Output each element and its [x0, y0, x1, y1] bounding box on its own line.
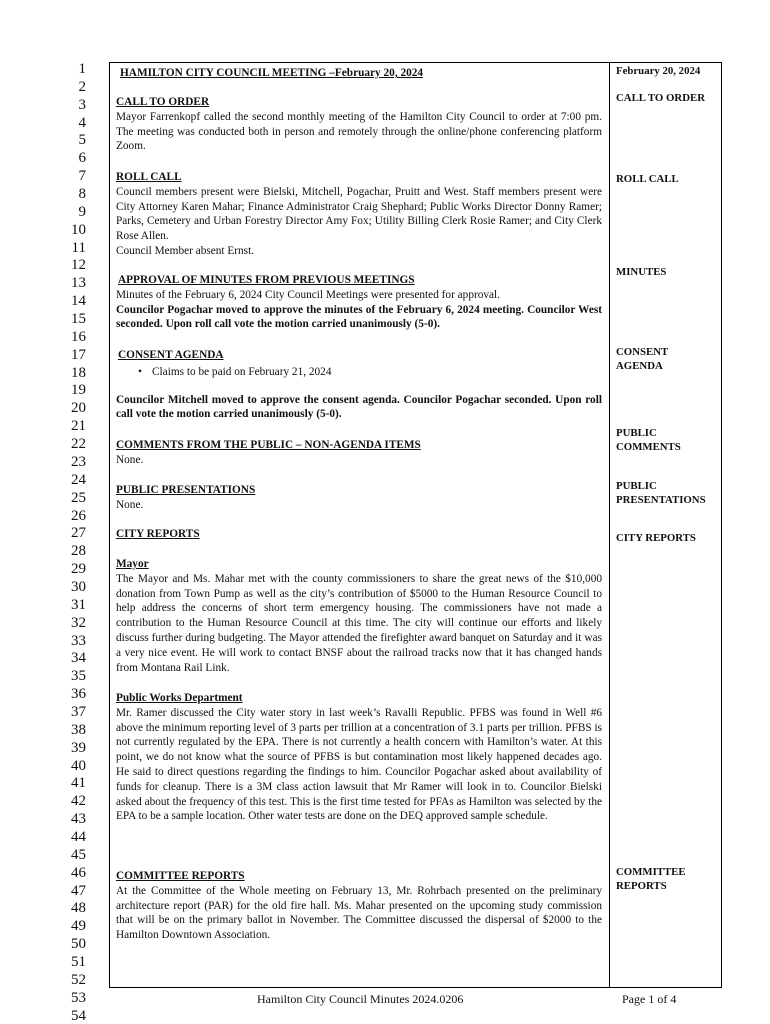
column-divider: [609, 62, 610, 988]
public-comments-section: [116, 438, 602, 468]
side-roll-call: ROLL CALL: [616, 173, 679, 185]
line-number: 39: [71, 739, 86, 756]
line-number: 48: [71, 900, 86, 917]
committee-reports-text: At the Committee of the Whole meeting on February 13, Mr. Rohrbach presented on the preliminary architecture report (PAR) for the old fire hall. Ms. Mahar presented on the upcoming study commission that will be on the primary ballot in November. The Committee discussed the dispersal of $2000 to the Hamilton Downtown Association.: [116, 884, 602, 942]
public-presentations-section: [116, 483, 602, 513]
line-number: 52: [71, 971, 86, 988]
minutes-heading: APPROVAL OF MINUTES FROM PREVIOUS MEETINGS: [118, 274, 415, 286]
line-number: 5: [78, 132, 86, 149]
public-comments-text: None.: [116, 453, 144, 466]
line-number: 33: [71, 632, 86, 649]
line-number: 51: [71, 954, 86, 970]
consent-agenda-heading: CONSENT AGENDA: [118, 349, 224, 361]
city-reports-section: [116, 527, 602, 542]
line-number: 21: [71, 418, 86, 435]
mayor-report-section: [116, 557, 602, 675]
mayor-report-heading: Mayor: [116, 558, 149, 570]
line-number: 44: [71, 828, 86, 845]
line-number: 42: [71, 793, 86, 810]
public-comments-heading: COMMENTS FROM THE PUBLIC – NON-AGENDA ITEMS: [116, 439, 421, 451]
line-number: 27: [71, 525, 86, 542]
minutes-text: Minutes of the February 6, 2024 City Council Meetings were presented for approval.: [116, 288, 501, 301]
line-number: 3: [78, 96, 86, 113]
line-number: 37: [71, 703, 86, 720]
line-number: 8: [78, 186, 86, 203]
line-number: 14: [71, 293, 86, 310]
line-number: 12: [71, 257, 86, 274]
side-public-comments: PUBLIC COMMENTS: [616, 427, 681, 453]
line-number: 2: [78, 78, 86, 95]
line-number: 36: [71, 686, 86, 703]
line-number: 26: [71, 507, 86, 524]
minutes-section: [116, 273, 602, 332]
side-minutes: MINUTES: [616, 266, 667, 278]
consent-agenda-list: [116, 365, 602, 380]
public-works-text: Mr. Ramer discussed the City water story in last week’s Ravalli Republic. PFBS was found in Well #6 above the minimum reporting level of 3 parts per trillion at a concentration of 3.1 parts per trillion. PFBS is not currently regulated by the EPA. There is not currently a health concern with Hamilton’s water. At this point, we do not know what the source of PFBS is but contamination most likely happened decades ago. He said to direct questions regarding the findings to him. Councilor Pogachar asked about availability of funds for cleanup. There is a 3M class action lawsuit that Mr Ramer will look in to. Councilor Bielski asked about the frequency of this test. This is the first time tested for PFAs as Hamilton was selected by the EPA to be a sample location. Other water tests are done on the DEQ approved sample schedule.: [116, 706, 602, 823]
line-number: 24: [71, 471, 86, 488]
line-number: 40: [71, 757, 86, 774]
footer-title: Hamilton City Council Minutes 2024.0206: [257, 992, 464, 1006]
roll-call-text: Council members present were Bielski, Mitchell, Pogachar, Pruitt and West. Staff members present were City Attorney Karen Mahar; Finance Administrator Craig Shephard; Public Works Director Donny Ramer; Parks, Cemetery and Urban Forestry Director Amy Fox; Utility Billing Clerk Rosie Ramer; and City Clerk Rose Allen.: [116, 185, 602, 243]
line-number: 31: [71, 596, 86, 613]
committee-reports-section: [116, 869, 602, 943]
line-number: 18: [71, 364, 86, 381]
line-number: 15: [71, 311, 86, 328]
line-number: 17: [71, 346, 86, 363]
public-presentations-heading: PUBLIC PRESENTATIONS: [116, 484, 256, 496]
line-number: 7: [78, 168, 86, 185]
line-number: 29: [71, 561, 86, 578]
line-number: 25: [71, 489, 86, 506]
line-number: 16: [71, 328, 86, 345]
meeting-title: HAMILTON CITY COUNCIL MEETING –February 20, 2024: [120, 67, 424, 79]
footer-page-number: Page 1 of 4: [622, 992, 677, 1006]
consent-agenda-section: [116, 348, 602, 422]
roll-call-absent: Council Member absent Ernst.: [116, 244, 255, 257]
line-number: 11: [71, 239, 86, 256]
consent-agenda-motion: Councilor Mitchell moved to approve the consent agenda. Councilor Pogachar seconded. Upon roll call vote the motion carried unanimously (5-0).: [116, 393, 602, 421]
call-to-order-text: Mayor Farrenkopf called the second monthly meeting of the Hamilton City Council to order at 7:00 pm. The meeting was conducted both in person and remotely through the online/phone conferencing platform Zoom.: [116, 110, 602, 153]
line-number: 53: [71, 989, 86, 1006]
call-to-order-heading: CALL TO ORDER: [116, 96, 210, 108]
public-works-section: [116, 691, 602, 824]
roll-call-heading: ROLL CALL: [116, 171, 182, 183]
line-number: 23: [71, 453, 86, 470]
side-committee-reports: COMMITTEE REPORTS: [616, 866, 686, 892]
line-number: 19: [71, 382, 86, 399]
consent-agenda-item: • Claims to be paid on February 21, 2024: [152, 365, 602, 380]
line-number: 45: [71, 846, 86, 863]
meeting-title-block: [116, 66, 602, 81]
line-number: 9: [78, 203, 86, 220]
line-number: 50: [71, 936, 86, 953]
line-number: 47: [71, 882, 86, 899]
mayor-report-text: The Mayor and Ms. Mahar met with the county commissioners to share the great news of the $10,000 donation from Town Pump as well as the city’s contribution of $5000 to the Human Resource Council to help address the concerns of short term emergency housing. The commissioners have not made a contribution to the Human Resource Council at this time. The city will continue our efforts and likely discuss further during budgeting. The Mayor attended the firefighter award banquet on Saturday and it was a very nice event. He will work to contact BNSF about the railroad tracks now that it has changed hands from Montana Rail Link.: [116, 572, 602, 674]
line-number: 46: [71, 864, 86, 881]
line-number: 13: [71, 275, 86, 292]
line-number: 1: [78, 61, 86, 77]
side-call-to-order: CALL TO ORDER: [616, 92, 706, 104]
public-works-heading: Public Works Department: [116, 692, 243, 704]
line-number: 54: [71, 1007, 86, 1024]
committee-reports-heading: COMMITTEE REPORTS: [116, 870, 245, 882]
roll-call-section: [116, 170, 602, 259]
side-date: February 20, 2024: [616, 65, 701, 77]
line-number: 35: [71, 668, 86, 685]
line-number: 32: [71, 614, 86, 631]
line-number: 30: [71, 578, 86, 595]
public-presentations-text: None.: [116, 498, 144, 511]
line-number: 20: [71, 400, 86, 417]
line-number: 49: [71, 918, 86, 935]
line-number: 6: [78, 150, 86, 167]
side-public-presentations: PUBLIC PRESENTATIONS: [616, 480, 706, 506]
city-reports-heading: CITY REPORTS: [116, 528, 200, 540]
line-number: 43: [71, 811, 86, 828]
line-number: 38: [71, 721, 86, 738]
side-consent-agenda: CONSENT AGENDA: [616, 346, 669, 372]
line-number: 41: [71, 775, 86, 792]
line-number: 4: [78, 114, 86, 131]
minutes-motion: Councilor Pogachar moved to approve the minutes of the February 6, 2024 meeting. Councilor West seconded. Upon roll call vote the motion carried unanimously (5-0).: [116, 303, 602, 331]
call-to-order-section: [116, 95, 602, 154]
line-number: 34: [71, 650, 86, 667]
line-number: 10: [71, 221, 86, 238]
line-number: 22: [71, 436, 86, 453]
line-number: 28: [71, 543, 86, 560]
side-city-reports: CITY REPORTS: [616, 532, 696, 544]
